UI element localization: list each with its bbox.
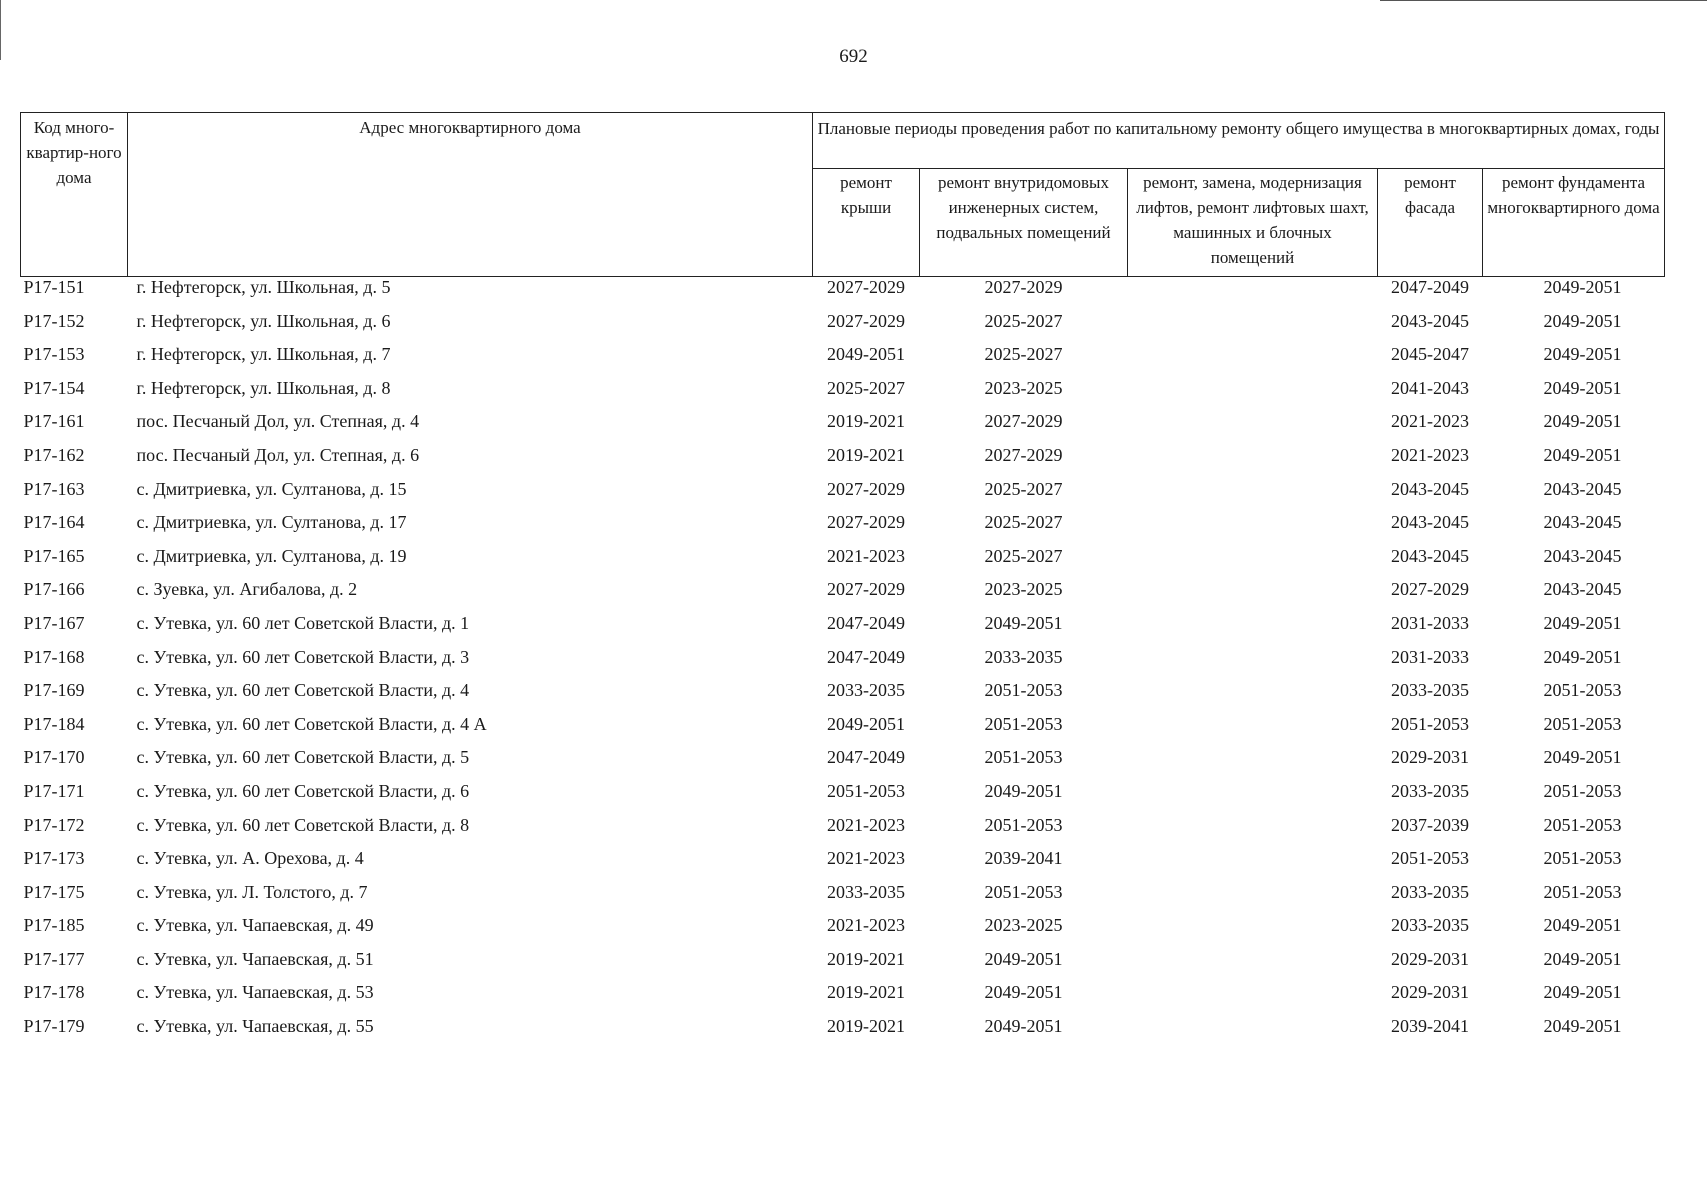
cell-facade: 2051-2053 bbox=[1391, 848, 1469, 869]
cell-foundation: 2043-2045 bbox=[1543, 545, 1622, 566]
cell-lift bbox=[1128, 949, 1378, 983]
cell-code: Р17-170 bbox=[23, 747, 85, 768]
cell-address: г. Нефтегорск, ул. Школьная, д. 8 bbox=[136, 377, 391, 398]
cell-engineering: 2051-2053 bbox=[984, 713, 1063, 734]
cell-facade: 2031-2033 bbox=[1391, 646, 1469, 667]
cell-code: Р17-173 bbox=[23, 848, 85, 869]
cell-facade: 2029-2031 bbox=[1391, 982, 1469, 1003]
header-lift: ремонт, замена, модернизация лифтов, ремонт лифтовых шахт, машинных и блочных помещений bbox=[1128, 169, 1378, 277]
cell-foundation: 2051-2053 bbox=[1543, 780, 1622, 801]
cell-foundation: 2049-2051 bbox=[1543, 277, 1622, 297]
cell-roof: 2047-2049 bbox=[827, 747, 905, 768]
cell-engineering: 2023-2025 bbox=[984, 915, 1063, 936]
cell-foundation: 2049-2051 bbox=[1543, 411, 1622, 432]
cell-address: с. Утевка, ул. 60 лет Советской Власти, д. 4 bbox=[136, 680, 470, 701]
cell-engineering: 2025-2027 bbox=[984, 478, 1063, 499]
cell-address: с. Утевка, ул. 60 лет Советской Власти, д. 1 bbox=[136, 612, 470, 633]
cell-address: с. Утевка, ул. Чапаевская, д. 49 bbox=[136, 915, 374, 936]
cell-engineering: 2027-2029 bbox=[984, 444, 1063, 465]
cell-code: Р17-164 bbox=[23, 512, 85, 533]
cell-code: Р17-153 bbox=[23, 344, 85, 365]
cell-address: с. Утевка, ул. Чапаевская, д. 51 bbox=[136, 948, 374, 969]
cell-roof: 2025-2027 bbox=[827, 377, 905, 398]
cell-roof: 2019-2021 bbox=[827, 411, 905, 432]
cell-code: Р17-177 bbox=[23, 948, 85, 969]
header-planned-periods: Плановые периоды проведения работ по капитальному ремонту общего имущества в многоквартирных домах, годы bbox=[813, 113, 1665, 169]
cell-address: с. Дмитриевка, ул. Султанова, д. 17 bbox=[136, 512, 407, 533]
table-row bbox=[21, 613, 1665, 647]
cell-roof: 2019-2021 bbox=[827, 444, 905, 465]
table-row bbox=[21, 680, 1665, 714]
cell-address: с. Утевка, ул. 60 лет Советской Власти, д. 5 bbox=[136, 747, 470, 768]
cell-code: Р17-167 bbox=[23, 612, 85, 633]
cell-engineering: 2051-2053 bbox=[984, 814, 1063, 835]
cell-foundation: 2049-2051 bbox=[1543, 612, 1622, 633]
cell-foundation: 2049-2051 bbox=[1543, 982, 1622, 1003]
cell-facade: 2051-2053 bbox=[1391, 713, 1469, 734]
cell-address: пос. Песчаный Дол, ул. Степная, д. 6 bbox=[136, 444, 420, 465]
cell-roof: 2021-2023 bbox=[827, 848, 905, 869]
cell-facade: 2021-2023 bbox=[1391, 411, 1469, 432]
cell-address: с. Дмитриевка, ул. Султанова, д. 19 bbox=[136, 545, 407, 566]
cell-roof: 2027-2029 bbox=[827, 478, 905, 499]
cell-roof: 2047-2049 bbox=[827, 612, 905, 633]
cell-lift bbox=[1128, 781, 1378, 815]
cell-lift bbox=[1128, 613, 1378, 647]
table-row bbox=[21, 714, 1665, 748]
cell-address: г. Нефтегорск, ул. Школьная, д. 5 bbox=[136, 277, 391, 297]
cell-foundation: 2043-2045 bbox=[1543, 579, 1622, 600]
cell-lift bbox=[1128, 277, 1378, 311]
cell-engineering: 2023-2025 bbox=[984, 377, 1063, 398]
header-foundation: ремонт фундамента многоквартирного дома bbox=[1483, 169, 1665, 277]
cell-facade: 2043-2045 bbox=[1391, 512, 1469, 533]
table-row bbox=[21, 479, 1665, 513]
cell-engineering: 2049-2051 bbox=[984, 948, 1063, 969]
cell-engineering: 2033-2035 bbox=[984, 646, 1063, 667]
cell-code: Р17-172 bbox=[23, 814, 85, 835]
cell-foundation: 2051-2053 bbox=[1543, 713, 1622, 734]
cell-engineering: 2049-2051 bbox=[984, 612, 1063, 633]
cell-foundation: 2049-2051 bbox=[1543, 377, 1622, 398]
table-row bbox=[21, 848, 1665, 882]
cell-facade: 2029-2031 bbox=[1391, 948, 1469, 969]
cell-roof: 2019-2021 bbox=[827, 982, 905, 1003]
cell-address: с. Утевка, ул. Чапаевская, д. 55 bbox=[136, 1016, 374, 1037]
cell-code: Р17-175 bbox=[23, 881, 85, 902]
cell-facade: 2029-2031 bbox=[1391, 747, 1469, 768]
cell-code: Р17-152 bbox=[23, 310, 85, 331]
cell-engineering: 2039-2041 bbox=[984, 848, 1063, 869]
cell-facade: 2021-2023 bbox=[1391, 444, 1469, 465]
cell-foundation: 2051-2053 bbox=[1543, 848, 1622, 869]
cell-code: Р17-178 bbox=[23, 982, 85, 1003]
cell-lift bbox=[1128, 479, 1378, 513]
cell-engineering: 2025-2027 bbox=[984, 344, 1063, 365]
cell-code: Р17-154 bbox=[23, 377, 85, 398]
table-row bbox=[21, 311, 1665, 345]
cell-roof: 2033-2035 bbox=[827, 881, 905, 902]
scan-edge-top bbox=[1380, 0, 1707, 1]
cell-facade: 2045-2047 bbox=[1391, 344, 1469, 365]
cell-address: с. Дмитриевка, ул. Султанова, д. 15 bbox=[136, 478, 407, 499]
cell-foundation: 2049-2051 bbox=[1543, 444, 1622, 465]
table-row bbox=[21, 546, 1665, 580]
cell-engineering: 2051-2053 bbox=[984, 747, 1063, 768]
cell-foundation: 2043-2045 bbox=[1543, 478, 1622, 499]
cell-foundation: 2051-2053 bbox=[1543, 680, 1622, 701]
cell-engineering: 2049-2051 bbox=[984, 1016, 1063, 1037]
cell-lift bbox=[1128, 915, 1378, 949]
cell-lift bbox=[1128, 579, 1378, 613]
cell-engineering: 2051-2053 bbox=[984, 680, 1063, 701]
table-row bbox=[21, 949, 1665, 983]
cell-address: с. Утевка, ул. А. Орехова, д. 4 bbox=[136, 848, 364, 869]
cell-roof: 2021-2023 bbox=[827, 915, 905, 936]
cell-foundation: 2049-2051 bbox=[1543, 310, 1622, 331]
cell-code: Р17-166 bbox=[23, 579, 85, 600]
cell-lift bbox=[1128, 982, 1378, 1016]
cell-code: Р17-171 bbox=[23, 780, 85, 801]
cell-engineering: 2049-2051 bbox=[984, 982, 1063, 1003]
cell-foundation: 2051-2053 bbox=[1543, 881, 1622, 902]
header-code: Код много-квартир-ного дома bbox=[21, 113, 128, 277]
cell-lift bbox=[1128, 714, 1378, 748]
cell-lift bbox=[1128, 378, 1378, 412]
cell-engineering: 2025-2027 bbox=[984, 512, 1063, 533]
cell-facade: 2047-2049 bbox=[1391, 277, 1469, 297]
table-row bbox=[21, 512, 1665, 546]
cell-address: г. Нефтегорск, ул. Школьная, д. 6 bbox=[136, 310, 391, 331]
table-row bbox=[21, 747, 1665, 781]
cell-code: Р17-169 bbox=[23, 680, 85, 701]
cell-facade: 2033-2035 bbox=[1391, 915, 1469, 936]
cell-lift bbox=[1128, 445, 1378, 479]
cell-roof: 2027-2029 bbox=[827, 277, 905, 297]
cell-engineering: 2023-2025 bbox=[984, 579, 1063, 600]
table-row bbox=[21, 1016, 1665, 1050]
cell-address: с. Зуевка, ул. Агибалова, д. 2 bbox=[136, 579, 358, 600]
cell-lift bbox=[1128, 747, 1378, 781]
cell-roof: 2019-2021 bbox=[827, 1016, 905, 1037]
cell-address: г. Нефтегорск, ул. Школьная, д. 7 bbox=[136, 344, 391, 365]
cell-foundation: 2049-2051 bbox=[1543, 747, 1622, 768]
cell-address: с. Утевка, ул. Чапаевская, д. 53 bbox=[136, 982, 374, 1003]
cell-facade: 2033-2035 bbox=[1391, 780, 1469, 801]
cell-address: с. Утевка, ул. 60 лет Советской Власти, д. 6 bbox=[136, 780, 470, 801]
cell-lift bbox=[1128, 411, 1378, 445]
header-roof: ремонт крыши bbox=[813, 169, 920, 277]
table-row bbox=[21, 915, 1665, 949]
table-row bbox=[21, 277, 1665, 311]
cell-foundation: 2049-2051 bbox=[1543, 646, 1622, 667]
cell-roof: 2027-2029 bbox=[827, 579, 905, 600]
cell-code: Р17-184 bbox=[23, 713, 85, 734]
cell-address: с. Утевка, ул. 60 лет Советской Власти, д. 3 bbox=[136, 646, 470, 667]
cell-code: Р17-185 bbox=[23, 915, 85, 936]
table-header bbox=[21, 113, 1665, 277]
table-row bbox=[21, 815, 1665, 849]
cell-engineering: 2025-2027 bbox=[984, 310, 1063, 331]
cell-code: Р17-161 bbox=[23, 411, 85, 432]
cell-roof: 2049-2051 bbox=[827, 713, 905, 734]
repair-schedule-table bbox=[20, 112, 1665, 1050]
cell-facade: 2027-2029 bbox=[1391, 579, 1469, 600]
cell-foundation: 2049-2051 bbox=[1543, 344, 1622, 365]
cell-facade: 2031-2033 bbox=[1391, 612, 1469, 633]
cell-roof: 2033-2035 bbox=[827, 680, 905, 701]
cell-address: с. Утевка, ул. 60 лет Советской Власти, д. 8 bbox=[136, 814, 470, 835]
cell-roof: 2027-2029 bbox=[827, 512, 905, 533]
cell-code: Р17-165 bbox=[23, 545, 85, 566]
table-row bbox=[21, 579, 1665, 613]
cell-roof: 2021-2023 bbox=[827, 545, 905, 566]
cell-engineering: 2027-2029 bbox=[984, 411, 1063, 432]
cell-facade: 2039-2041 bbox=[1391, 1016, 1469, 1037]
cell-lift bbox=[1128, 546, 1378, 580]
cell-code: Р17-179 bbox=[23, 1016, 85, 1037]
cell-facade: 2037-2039 bbox=[1391, 814, 1469, 835]
cell-engineering: 2025-2027 bbox=[984, 545, 1063, 566]
header-address: Адрес многоквартирного дома bbox=[128, 113, 813, 277]
cell-lift bbox=[1128, 512, 1378, 546]
cell-foundation: 2043-2045 bbox=[1543, 512, 1622, 533]
table-row bbox=[21, 982, 1665, 1016]
cell-facade: 2041-2043 bbox=[1391, 377, 1469, 398]
cell-lift bbox=[1128, 1016, 1378, 1050]
cell-foundation: 2051-2053 bbox=[1543, 814, 1622, 835]
cell-facade: 2033-2035 bbox=[1391, 881, 1469, 902]
cell-facade: 2043-2045 bbox=[1391, 545, 1469, 566]
cell-roof: 2051-2053 bbox=[827, 780, 905, 801]
table-row bbox=[21, 781, 1665, 815]
cell-address: пос. Песчаный Дол, ул. Степная, д. 4 bbox=[136, 411, 420, 432]
cell-lift bbox=[1128, 311, 1378, 345]
page-number: 692 bbox=[839, 46, 868, 67]
cell-foundation: 2049-2051 bbox=[1543, 948, 1622, 969]
table-row bbox=[21, 647, 1665, 681]
cell-engineering: 2051-2053 bbox=[984, 881, 1063, 902]
cell-roof: 2021-2023 bbox=[827, 814, 905, 835]
cell-code: Р17-163 bbox=[23, 478, 85, 499]
cell-facade: 2043-2045 bbox=[1391, 478, 1469, 499]
cell-roof: 2027-2029 bbox=[827, 310, 905, 331]
cell-lift bbox=[1128, 882, 1378, 916]
cell-facade: 2043-2045 bbox=[1391, 310, 1469, 331]
cell-lift bbox=[1128, 848, 1378, 882]
table-row bbox=[21, 378, 1665, 412]
cell-address: с. Утевка, ул. Л. Толстого, д. 7 bbox=[136, 881, 368, 902]
table-body bbox=[21, 277, 1665, 1050]
cell-code: Р17-162 bbox=[23, 444, 85, 465]
cell-engineering: 2049-2051 bbox=[984, 780, 1063, 801]
header-engineering: ремонт внутридомовых инженерных систем, подвальных помещений bbox=[920, 169, 1128, 277]
cell-facade: 2033-2035 bbox=[1391, 680, 1469, 701]
cell-code: Р17-151 bbox=[23, 277, 85, 297]
cell-address: с. Утевка, ул. 60 лет Советской Власти, д. 4 А bbox=[136, 713, 487, 734]
table-row bbox=[21, 411, 1665, 445]
cell-lift bbox=[1128, 647, 1378, 681]
cell-lift bbox=[1128, 344, 1378, 378]
table-row bbox=[21, 882, 1665, 916]
cell-roof: 2019-2021 bbox=[827, 948, 905, 969]
cell-lift bbox=[1128, 680, 1378, 714]
cell-foundation: 2049-2051 bbox=[1543, 915, 1622, 936]
cell-code: Р17-168 bbox=[23, 646, 85, 667]
cell-foundation: 2049-2051 bbox=[1543, 1016, 1622, 1037]
cell-roof: 2049-2051 bbox=[827, 344, 905, 365]
table-row bbox=[21, 344, 1665, 378]
cell-engineering: 2027-2029 bbox=[984, 277, 1063, 297]
cell-lift bbox=[1128, 815, 1378, 849]
cell-roof: 2047-2049 bbox=[827, 646, 905, 667]
header-facade: ремонт фасада bbox=[1378, 169, 1483, 277]
table-row bbox=[21, 445, 1665, 479]
